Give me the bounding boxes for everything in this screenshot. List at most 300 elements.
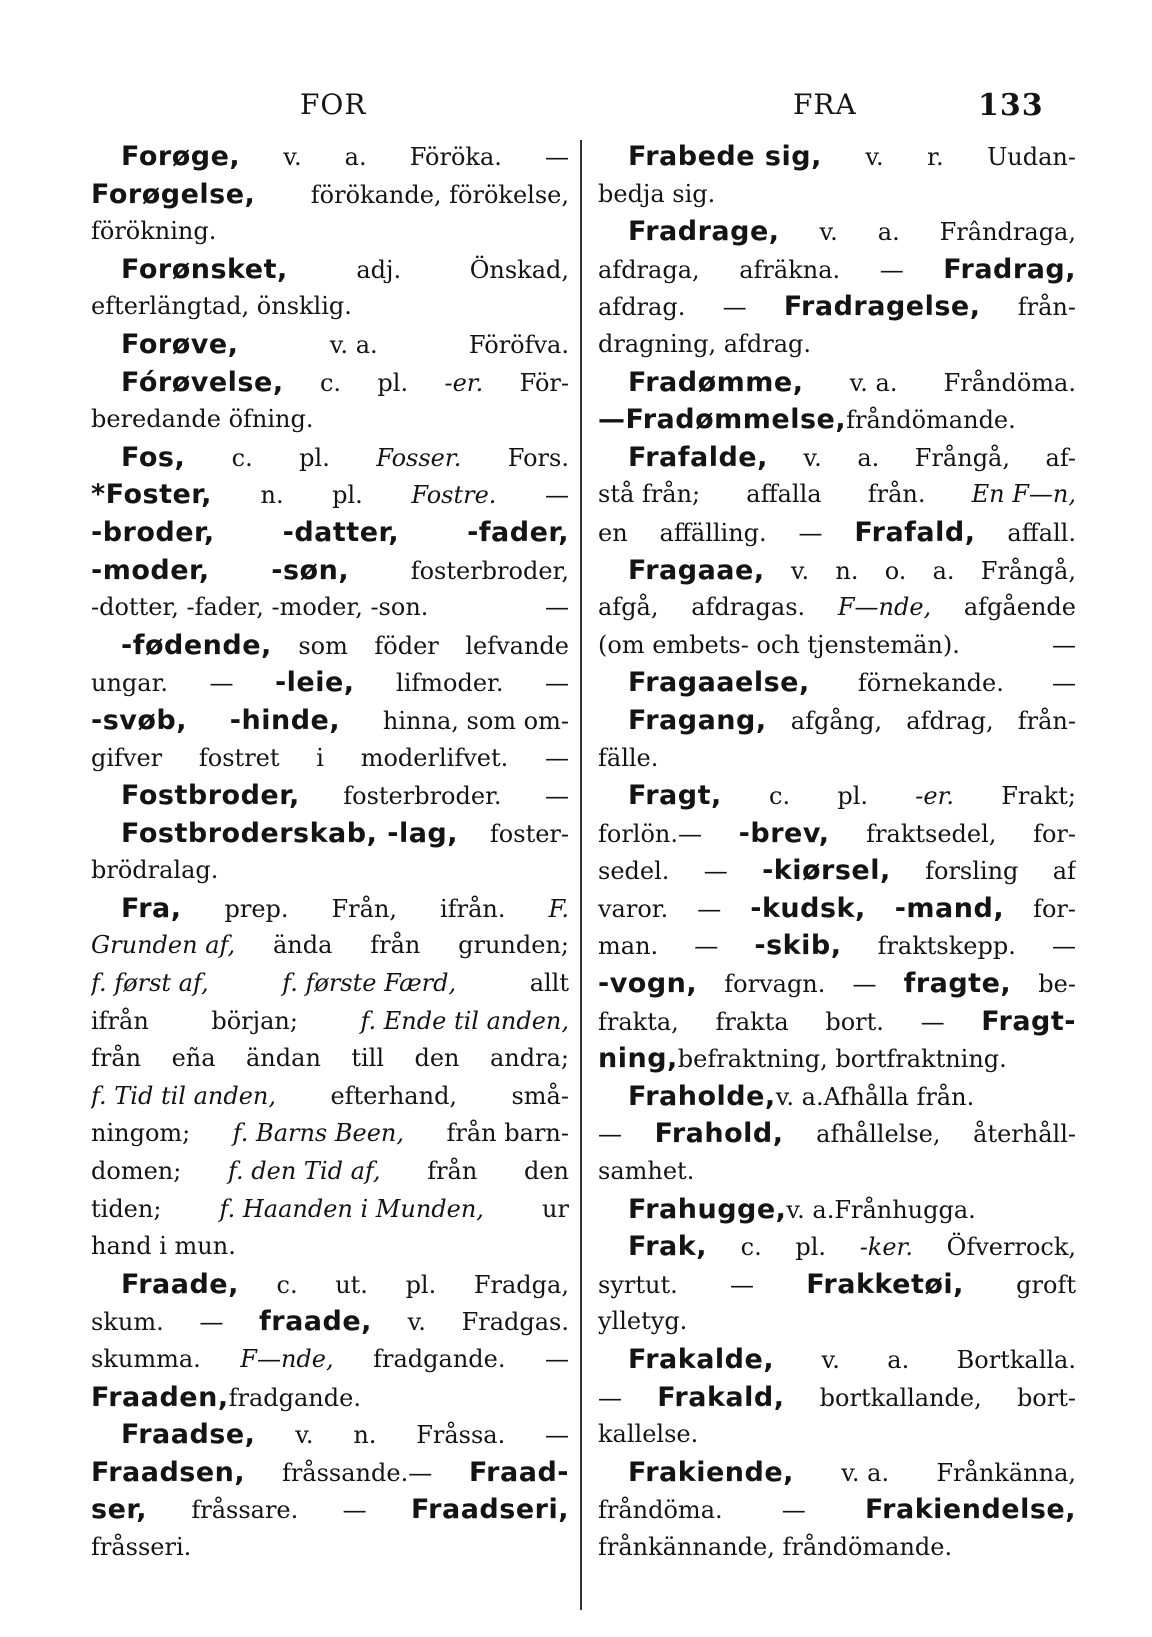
definition-text: — bbox=[697, 894, 722, 923]
headword: Fradragelse, bbox=[783, 291, 981, 323]
italic-text: f. først af, bbox=[91, 969, 209, 998]
definition-text: brödralag. bbox=[91, 856, 219, 885]
left-guide-word: FOR bbox=[300, 88, 367, 121]
definition-text: — bbox=[798, 518, 823, 547]
definition-text: — bbox=[879, 255, 904, 284]
definition-text: den bbox=[523, 1157, 569, 1186]
headword: Fradrage, bbox=[628, 216, 780, 248]
definition-text: Fors. bbox=[507, 443, 569, 472]
definition-text: Frångå, bbox=[980, 556, 1076, 585]
entry-line bbox=[598, 213, 1076, 251]
headword: fraade, bbox=[259, 1306, 372, 1338]
definition-text: Frångå, bbox=[914, 443, 1010, 472]
definition-text: bort. bbox=[825, 1007, 884, 1036]
definition-text: a. bbox=[857, 443, 880, 472]
entry-line bbox=[598, 251, 1076, 289]
headword: -kudsk, bbox=[750, 892, 866, 924]
entry-line bbox=[598, 1228, 1076, 1266]
definition-text: allt bbox=[529, 969, 569, 998]
definition-text: v. bbox=[295, 1421, 314, 1450]
definition-text: förnekande. bbox=[857, 669, 1004, 698]
entry-line bbox=[91, 401, 569, 439]
definition-text: n. bbox=[353, 1421, 377, 1450]
entry-line bbox=[91, 364, 569, 402]
definition-text: v. bbox=[803, 443, 822, 472]
definition-text: c. bbox=[319, 368, 342, 397]
definition-text: fosterbroder, bbox=[410, 556, 569, 585]
headword: Fraholde, bbox=[628, 1080, 776, 1112]
entry-line bbox=[91, 740, 569, 778]
definition-text: forvagn. bbox=[724, 970, 826, 999]
headword: Frafalde, bbox=[628, 441, 768, 473]
definition-text: ur bbox=[542, 1194, 569, 1223]
italic-text: En F—n, bbox=[971, 480, 1076, 509]
definition-text: befraktning, bortfraktning. bbox=[677, 1045, 1007, 1074]
definition-text: affälling. bbox=[659, 518, 767, 547]
definition-text: syrtut. bbox=[598, 1270, 678, 1299]
definition-text: pl. bbox=[377, 368, 409, 397]
definition-text: fostret bbox=[198, 743, 280, 772]
entry-line bbox=[598, 1303, 1076, 1341]
italic-text: F—nde, bbox=[240, 1345, 334, 1373]
entry-line bbox=[598, 514, 1076, 552]
definition-text: återhåll- bbox=[973, 1120, 1076, 1149]
entry-line bbox=[598, 890, 1076, 928]
definition-text: fråssare. bbox=[191, 1496, 299, 1525]
definition-text: — bbox=[1052, 630, 1076, 659]
definition-text: ifrån. bbox=[440, 894, 506, 923]
definition-text: grunden; bbox=[458, 931, 569, 960]
definition-text: i bbox=[316, 743, 324, 772]
entry-line bbox=[598, 815, 1076, 853]
headword: -moder, bbox=[91, 554, 210, 586]
entry-line bbox=[91, 1228, 569, 1266]
column-divider bbox=[580, 140, 582, 1610]
entry-line bbox=[91, 1003, 569, 1041]
headword: -broder, bbox=[91, 516, 215, 548]
definition-text: Frånhugga. bbox=[834, 1195, 976, 1224]
definition-text: r. bbox=[927, 143, 944, 171]
definition-text: forlön.— bbox=[598, 819, 703, 848]
definition-text: Bortkalla. bbox=[956, 1346, 1076, 1374]
entry-line bbox=[598, 1379, 1076, 1417]
definition-text: c. bbox=[769, 782, 791, 811]
definition-text: från. bbox=[867, 480, 926, 509]
definition-text: gifver bbox=[91, 743, 163, 772]
definition-text: for- bbox=[1033, 894, 1076, 923]
definition-text: afgå, bbox=[598, 593, 659, 622]
definition-text: Uudan- bbox=[987, 143, 1076, 171]
definition-text: man. bbox=[598, 932, 659, 961]
entry-line bbox=[91, 552, 569, 590]
headword: Forøgelse, bbox=[91, 178, 256, 210]
definition-text: afgående bbox=[963, 593, 1076, 622]
headword: Fraade, bbox=[121, 1268, 239, 1300]
entry-line bbox=[91, 1491, 569, 1529]
definition-text: lifmoder. bbox=[396, 669, 504, 698]
italic-text: f. Barns Been, bbox=[232, 1119, 404, 1148]
entry-line bbox=[598, 1153, 1076, 1191]
definition-text: — bbox=[545, 481, 569, 510]
entry-line bbox=[91, 288, 569, 326]
definition-text: fradgande. bbox=[228, 1383, 361, 1412]
definition-text: fälle. bbox=[598, 743, 659, 772]
entry-line bbox=[598, 401, 1076, 439]
headword: Frahold, bbox=[654, 1118, 784, 1150]
italic-text: -er. bbox=[915, 782, 955, 811]
definition-text: bort- bbox=[1016, 1383, 1076, 1412]
headword: Fraadseri, bbox=[410, 1494, 569, 1526]
definition-text: — bbox=[544, 782, 569, 811]
definition-text: ifrån bbox=[91, 1006, 149, 1035]
definition-text: -dotter, -fader, -moder, -son. bbox=[91, 593, 429, 622]
headword: Fragt- bbox=[981, 1005, 1076, 1037]
definition-text: a. bbox=[877, 218, 900, 247]
definition-text: från bbox=[370, 931, 421, 960]
definition-text: Frånkänna, bbox=[936, 1458, 1076, 1487]
definition-text: — bbox=[199, 1308, 224, 1337]
headword: fragte, bbox=[903, 968, 1012, 1000]
definition-text: ungar. bbox=[91, 669, 169, 698]
definition-text: pl. bbox=[299, 443, 330, 472]
definition-text: c. bbox=[276, 1270, 298, 1299]
entry-line bbox=[91, 927, 569, 965]
italic-text: F—nde, bbox=[837, 593, 932, 622]
entry-line bbox=[91, 138, 569, 176]
definition-text: afgång, bbox=[790, 706, 883, 735]
page-number: 133 bbox=[978, 88, 1044, 123]
definition-text: a. bbox=[932, 556, 955, 585]
headword: Frakiendelse, bbox=[864, 1494, 1076, 1526]
definition-text: foster- bbox=[489, 819, 569, 848]
entry-line bbox=[598, 740, 1076, 778]
headword: Forøge, bbox=[121, 141, 241, 172]
definition-text: Föröka. bbox=[409, 143, 502, 171]
definition-text: pl. bbox=[795, 1233, 827, 1262]
entry-line bbox=[598, 1454, 1076, 1492]
italic-text: -ker. bbox=[859, 1233, 914, 1262]
definition-text: skum. bbox=[91, 1308, 164, 1337]
italic-text: Fosser. bbox=[376, 443, 462, 472]
definition-text: beredande öfning. bbox=[91, 405, 314, 434]
definition-text: den bbox=[414, 1044, 460, 1073]
entry-line bbox=[91, 777, 569, 815]
entry-line bbox=[91, 852, 569, 890]
definition-text: — bbox=[781, 1496, 806, 1525]
entry-line bbox=[598, 1078, 1076, 1116]
definition-text: v. a. bbox=[786, 1195, 835, 1224]
definition-text: domen; bbox=[91, 1157, 182, 1186]
definition-text: afräkna. bbox=[739, 255, 841, 284]
definition-text: — bbox=[545, 593, 569, 622]
headword: *Foster, bbox=[91, 479, 212, 511]
definition-text: for- bbox=[1033, 819, 1076, 848]
definition-text: af- bbox=[1045, 443, 1076, 472]
entry-line bbox=[91, 251, 569, 289]
definition-text: fråndömande. bbox=[846, 406, 1016, 435]
definition-text: från- bbox=[1017, 293, 1076, 322]
definition-text: afhållelse, bbox=[816, 1120, 941, 1149]
definition-text: — bbox=[1051, 932, 1076, 961]
headword: Fragang, bbox=[628, 704, 767, 736]
definition-text: efterlängtad, önsklig. bbox=[91, 292, 352, 321]
entry-line bbox=[598, 176, 1076, 214]
entry-line bbox=[598, 138, 1076, 176]
headword: Fra, bbox=[121, 892, 182, 924]
headword: Forønsket, bbox=[121, 253, 288, 285]
headword: Frafald, bbox=[854, 516, 976, 548]
definition-text: afdraga, bbox=[598, 255, 700, 284]
headword: Fos, bbox=[121, 441, 186, 473]
definition-text: pl. bbox=[837, 782, 868, 811]
headword: Frabede sig, bbox=[628, 141, 822, 172]
entry-line bbox=[598, 1416, 1076, 1454]
italic-text: Grunden af, bbox=[91, 931, 236, 960]
entry-line bbox=[91, 213, 569, 251]
entry-line bbox=[598, 326, 1076, 364]
entry-line bbox=[91, 1266, 569, 1304]
headword: -skib, bbox=[754, 930, 842, 962]
headword: Forøve, bbox=[121, 328, 239, 360]
definition-text: prep. bbox=[224, 894, 289, 923]
definition-text: eña bbox=[171, 1044, 216, 1073]
definition-text: bortkallande, bbox=[819, 1383, 982, 1412]
headword: Fostbroder, bbox=[121, 780, 300, 812]
definition-text: dragning, afdrag. bbox=[598, 329, 812, 358]
definition-text: förökning. bbox=[91, 217, 217, 246]
headword: Frahugge, bbox=[628, 1193, 787, 1225]
definition-text: För- bbox=[519, 368, 569, 397]
definition-text: fråndöma. bbox=[598, 1496, 723, 1525]
definition-text: n. bbox=[260, 481, 284, 510]
headword: -fader, bbox=[467, 516, 569, 548]
definition-text: som bbox=[298, 631, 348, 660]
definition-text: n. bbox=[835, 556, 859, 585]
definition-text: Från, bbox=[331, 894, 398, 923]
entry-line bbox=[598, 1491, 1076, 1529]
definition-text: från- bbox=[1017, 706, 1076, 735]
definition-text: — bbox=[544, 143, 569, 171]
headword: Fraad- bbox=[468, 1456, 569, 1488]
definition-text: frakta, bbox=[598, 1007, 679, 1036]
headword: Fragaae, bbox=[628, 554, 765, 586]
definition-text: tiden; bbox=[91, 1194, 162, 1223]
entry-line bbox=[598, 439, 1076, 477]
definition-text: från bbox=[427, 1157, 478, 1186]
headword: -brev, bbox=[738, 817, 830, 849]
entry-line bbox=[91, 326, 569, 364]
entry-line bbox=[91, 1454, 569, 1492]
definition-text: sedel. bbox=[598, 857, 670, 886]
definition-text: be- bbox=[1038, 970, 1076, 999]
entry-line bbox=[598, 589, 1076, 627]
definition-text: — bbox=[694, 932, 719, 961]
headword: Fraadsen, bbox=[91, 1456, 246, 1488]
definition-text: groft bbox=[1016, 1270, 1076, 1299]
definition-text: Öfverrock, bbox=[946, 1233, 1076, 1262]
entry-line bbox=[598, 1003, 1076, 1041]
entry-line bbox=[91, 702, 569, 740]
definition-text: ut. bbox=[335, 1270, 368, 1299]
definition-text: ända bbox=[272, 931, 333, 960]
definition-text: små- bbox=[511, 1081, 569, 1110]
definition-text: fraktskepp. bbox=[877, 932, 1016, 961]
definition-text: forsling bbox=[925, 857, 1019, 886]
definition-text: afdrag, bbox=[906, 706, 994, 735]
definition-text: afdrag. bbox=[598, 293, 686, 322]
definition-text: — bbox=[544, 743, 569, 772]
left-column bbox=[91, 138, 569, 1567]
entry-line bbox=[598, 1040, 1076, 1078]
definition-text: från barn- bbox=[446, 1119, 569, 1148]
headword: -datter, bbox=[282, 516, 400, 548]
definition-text: adj. bbox=[356, 255, 402, 284]
definition-text: Fråndöma. bbox=[943, 368, 1076, 397]
entry-line bbox=[598, 627, 1076, 665]
entry-line bbox=[598, 552, 1076, 590]
definition-text: ändan bbox=[246, 1044, 321, 1073]
headword: -leie, bbox=[274, 667, 355, 699]
definition-text: början; bbox=[211, 1006, 298, 1035]
definition-text: kallelse. bbox=[598, 1420, 699, 1449]
headword: -fødende, bbox=[121, 629, 272, 661]
italic-text: f. første Færd, bbox=[282, 969, 457, 998]
definition-text: — bbox=[852, 970, 877, 999]
entry-line bbox=[598, 852, 1076, 890]
entry-line bbox=[598, 1266, 1076, 1304]
headword: Fostbroderskab, -lag, bbox=[121, 817, 459, 849]
definition-text: skumma. bbox=[91, 1345, 201, 1373]
headword: -svøb, bbox=[91, 704, 188, 736]
definition-text: pl. bbox=[405, 1270, 437, 1299]
definition-text: — bbox=[544, 1421, 569, 1450]
definition-text: Frândraga, bbox=[939, 218, 1076, 247]
headword: Frakalde, bbox=[628, 1344, 775, 1375]
definition-text: v. bbox=[283, 143, 302, 171]
definition-text: v. bbox=[407, 1308, 426, 1337]
headword: Fradømme, bbox=[628, 366, 804, 398]
headword: —Fradømmelse, bbox=[598, 404, 847, 436]
definition-text: — bbox=[598, 1120, 622, 1149]
definition-text: Föröfva. bbox=[468, 330, 569, 359]
definition-text: — bbox=[722, 293, 747, 322]
entry-line bbox=[91, 664, 569, 702]
definition-text: fråssande.— bbox=[281, 1458, 433, 1487]
definition-text: (om embets- och tjenstemän). bbox=[598, 630, 960, 659]
headword: -søn, bbox=[271, 554, 350, 586]
headword: Fradrag, bbox=[943, 253, 1076, 285]
definition-text: andra; bbox=[489, 1044, 569, 1073]
definition-text: afdragas. bbox=[691, 593, 806, 622]
headword: Frakketøi, bbox=[806, 1268, 964, 1300]
entry-line bbox=[91, 514, 569, 552]
definition-text: ylletyg. bbox=[598, 1307, 688, 1336]
definition-text: Önskad, bbox=[469, 255, 569, 284]
definition-text: stå från; bbox=[598, 480, 701, 509]
definition-text: en bbox=[598, 518, 628, 547]
definition-text: Afhålla från. bbox=[823, 1082, 975, 1111]
headword: Fragaaelse, bbox=[628, 667, 810, 699]
entry-line bbox=[91, 476, 569, 514]
entry-line bbox=[91, 1115, 569, 1153]
entry-line bbox=[91, 1078, 569, 1116]
definition-text: — bbox=[598, 1383, 622, 1412]
entry-line bbox=[91, 1303, 569, 1341]
entry-line bbox=[598, 927, 1076, 965]
definition-text: fradgande. bbox=[373, 1345, 506, 1373]
definition-text: förökande, förökelse, bbox=[310, 180, 569, 209]
entry-line bbox=[598, 476, 1076, 514]
right-column bbox=[598, 138, 1076, 1567]
definition-text: — bbox=[729, 1270, 754, 1299]
entry-line bbox=[91, 1379, 569, 1417]
headword: -mand, bbox=[894, 892, 1005, 924]
italic-text: f. Tid til anden, bbox=[91, 1081, 277, 1110]
headword: Fórøvelse, bbox=[121, 366, 284, 398]
entry-line bbox=[598, 288, 1076, 326]
italic-text: F. bbox=[548, 894, 569, 923]
definition-text: efterhand, bbox=[330, 1081, 458, 1110]
entry-line bbox=[91, 1341, 569, 1379]
headword: Frakald, bbox=[657, 1381, 785, 1413]
definition-text: c. bbox=[740, 1233, 762, 1262]
definition-text: Fradgas. bbox=[461, 1308, 569, 1337]
definition-text: v. a. bbox=[775, 1082, 824, 1111]
definition-text: fråsseri. bbox=[91, 1532, 192, 1561]
definition-text: från bbox=[91, 1044, 142, 1073]
headword: Fraaden, bbox=[91, 1381, 229, 1413]
definition-text: Fråssa. bbox=[416, 1421, 506, 1450]
definition-text: bedja sig. bbox=[598, 179, 716, 208]
headword: Fraadse, bbox=[121, 1419, 256, 1451]
definition-text: frånkännande, fråndömande. bbox=[598, 1532, 953, 1561]
definition-text: — bbox=[1051, 669, 1076, 698]
entry-line bbox=[598, 1529, 1076, 1567]
entry-line bbox=[91, 589, 569, 627]
entry-line bbox=[598, 1191, 1076, 1229]
entry-line bbox=[91, 176, 569, 214]
definition-text: hinna, som om- bbox=[382, 706, 569, 735]
definition-text: affalla bbox=[746, 480, 822, 509]
definition-text: c. bbox=[231, 443, 253, 472]
definition-text: — bbox=[342, 1496, 367, 1525]
headword: Fragt, bbox=[628, 780, 722, 812]
entry-line bbox=[91, 1416, 569, 1454]
entry-line bbox=[598, 1115, 1076, 1153]
definition-text: samhet. bbox=[598, 1157, 695, 1186]
definition-text: v. bbox=[790, 556, 810, 585]
definition-text: v. a. bbox=[329, 330, 378, 359]
italic-text: f. Ende til anden, bbox=[360, 1006, 569, 1035]
definition-text: a. bbox=[887, 1346, 910, 1374]
headword: Frak, bbox=[628, 1231, 707, 1263]
entry-line bbox=[598, 702, 1076, 740]
italic-text: -er. bbox=[444, 368, 484, 397]
entry-line bbox=[91, 815, 569, 853]
entry-line bbox=[91, 965, 569, 1003]
definition-text: Frakt; bbox=[1001, 782, 1076, 811]
definition-text: v. bbox=[865, 143, 884, 171]
definition-text: — bbox=[920, 1007, 945, 1036]
headword: ser, bbox=[91, 1494, 147, 1526]
definition-text: affall. bbox=[1007, 518, 1076, 547]
definition-text: hand i mun. bbox=[91, 1232, 236, 1261]
definition-text: v. bbox=[821, 1346, 840, 1374]
definition-text: pl. bbox=[332, 481, 363, 510]
definition-text: till bbox=[351, 1044, 385, 1073]
definition-text: frakta bbox=[715, 1007, 789, 1036]
entry-line bbox=[91, 1153, 569, 1191]
